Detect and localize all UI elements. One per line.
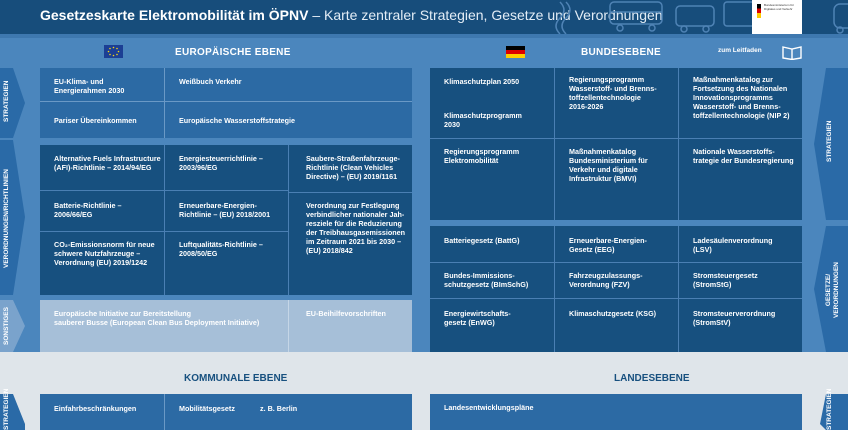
bund-gesetz-cell[interactable]: Klimaschutzgesetz (KSG) — [569, 309, 657, 318]
ministry-logo: Bundesministerium für Digitales und Verkehr — [752, 0, 802, 34]
eu-verordnung-cell[interactable]: Alternative Fuels Infrastructure (AFI)-Richtlinie – 2014/94/EG — [54, 154, 161, 172]
kommunal-side-label: STRATEGIEN — [3, 388, 10, 430]
bund-strategie-cell[interactable]: Maßnahmenkatalog Bundesministerium für Verkehr und digitale Infrastruktur (BMVI) — [569, 147, 648, 183]
eu-strategie-cell[interactable]: Europäische Wasserstoffstrategie — [179, 116, 295, 125]
bund-gesetz-cell[interactable]: Energiewirtschafts- gesetz (EnWG) — [444, 309, 511, 327]
land-cell[interactable]: Landesentwicklungspläne — [444, 403, 534, 412]
kommunal-section-title: KOMMUNALE EBENE — [184, 373, 288, 384]
bund-gesetz-cell[interactable]: Bundes-Immissions- schutzgesetz (BImSchG) — [444, 271, 529, 289]
page-title: Gesetzeskarte Elektromobilität im ÖPNV – Karte zentraler Strategien, Gesetze und Verordnungen — [40, 7, 663, 23]
eu-section-title: EUROPÄISCHE EBENE — [175, 47, 291, 58]
bund-gesetz-cell[interactable]: Erneuerbare-Energien- Gesetz (EEG) — [569, 236, 647, 254]
eu-verordnung-cell[interactable]: Energiesteuerrichtlinie – 2003/96/EG — [179, 154, 263, 172]
bund-section-title: BUNDESEBENE — [581, 47, 661, 58]
bund-strategie-cell[interactable]: Regierungsprogramm Elektromobilität — [444, 147, 520, 165]
eu-verordnung-cell[interactable]: Saubere-Straßenfahrzeuge- Richtlinie (Clean Vehicles Directive) – (EU) 2019/1161 — [306, 154, 400, 181]
bund-strategie-cell[interactable]: Regierungsprogramm Wasserstoff- und Brenns- toffzellentechnologie 2016-2026 — [569, 75, 657, 111]
eu-verordnung-cell[interactable]: CO₂-Emissionsnorm für neue schwere Nutzfahrzeuge – Verordnung (EU) 2019/1242 — [54, 240, 155, 267]
eu-verordnung-cell[interactable]: Erneuerbare-Energien- Richtlinie – (EU) 2018/2001 — [179, 201, 271, 219]
header-bar — [0, 0, 848, 34]
eu-verordnung-cell[interactable]: Batterie-Richtlinie – 2006/66/EG — [54, 201, 122, 219]
bund-gesetz-cell[interactable]: Fahrzeugzulassungs- Verordnung (FZV) — [569, 271, 643, 289]
bund-side-label-strategien: STRATEGIEN — [826, 120, 833, 162]
eu-side-label-verordnungen: VERORDNUNGEN/RICHTLINIEN — [3, 169, 10, 268]
bund-gesetz-cell[interactable]: Ladesäulenverordnung (LSV) — [693, 236, 773, 254]
eu-flag-icon — [104, 45, 123, 58]
eu-strategie-cell[interactable]: Pariser Übereinkommen — [54, 116, 137, 125]
kommunal-cell[interactable]: z. B. Berlin — [260, 404, 298, 413]
germany-flag-icon — [506, 46, 525, 58]
eu-side-label-strategien: STRATEGIEN — [3, 80, 10, 122]
land-block — [430, 394, 802, 430]
bund-gesetz-cell[interactable]: Stromsteuergesetz (StromStG) — [693, 271, 758, 289]
eu-sonstiges-cell[interactable]: EU-Beihilfevorschriften — [306, 309, 386, 318]
eu-verordnung-cell[interactable]: Verordnung zur Festlegung verbindlicher nationaler Jah- resziele für die Reduzierung der Treibhausgasemissionen im Zeitraum 2021 bis 2030 – (EU) 2018/842 — [306, 201, 406, 255]
bund-strategie-cell[interactable]: Klimaschutzplan 2050 — [444, 77, 520, 86]
kommunal-cell[interactable]: Einfahrbeschränkungen — [54, 404, 137, 413]
eu-strategie-cell[interactable]: EU-Klima- und Energierahmen 2030 — [54, 77, 125, 95]
book-icon[interactable] — [781, 44, 803, 60]
eu-strategie-cell[interactable]: Weißbuch Verkehr — [179, 77, 242, 86]
bund-strategie-cell[interactable]: Klimaschutzprogramm 2030 — [444, 111, 522, 129]
kommunal-cell[interactable]: Mobilitätsgesetz — [179, 404, 235, 413]
leitfaden-link[interactable]: zum Leitfaden — [718, 47, 762, 54]
bund-side-label-gesetze: GESETZE/ VERORDNUNGEN — [825, 262, 840, 318]
bund-gesetz-cell[interactable]: Batteriegesetz (BattG) — [444, 236, 520, 245]
eu-side-label-sonstiges: SONSTIGES — [3, 307, 10, 345]
bund-strategie-cell[interactable]: Maßnahmenkatalog zur Fortsetzung des Nationalen Innovationsprogramms Wasserstoff- und Brenns- toffzellentechnologie (NIP 2) — [693, 75, 790, 120]
bund-gesetz-cell[interactable]: Stromsteuerverordnung (StromStV) — [693, 309, 776, 327]
eu-sonstiges-cell[interactable]: Europäische Initiative zur Bereitstellung sauberer Busse (European Clean Bus Deployment Initiative) — [54, 309, 260, 327]
land-section-title: LANDESEBENE — [614, 373, 690, 384]
land-side-label: STRATEGIEN — [826, 388, 833, 430]
bund-strategie-cell[interactable]: Nationale Wasserstoffs- trategie der Bundesregierung — [693, 147, 794, 165]
eu-verordnung-cell[interactable]: Luftqualitäts-Richtlinie – 2008/50/EG — [179, 240, 263, 258]
